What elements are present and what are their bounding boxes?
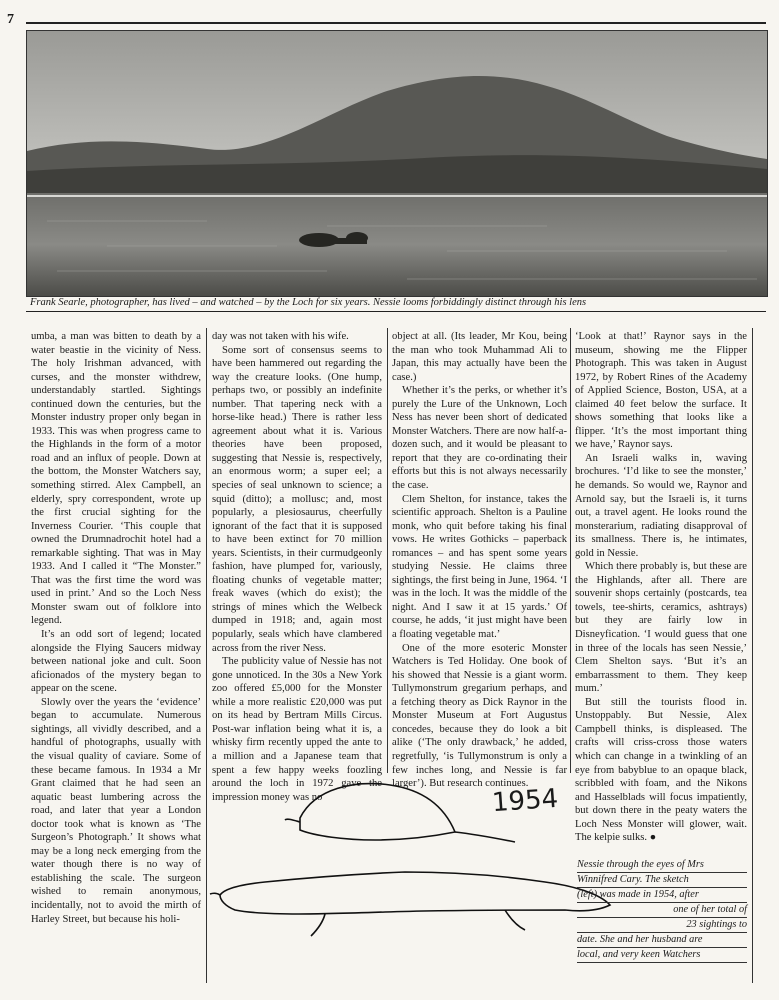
- paragraph: object at all. (Its leader, Mr Kou, being the man who took Muhammad Ali to Japan, this may actually have been the case.): [392, 331, 567, 383]
- article-column-3: [392, 330, 567, 790]
- page-number: 7: [7, 12, 14, 27]
- paragraph: Which there probably is, but these are the Highlands, after all. There are souvenir shops certainly (postcards, tea towels, tee-shirts, ceramics, ashtrays) but they are fairly low in Disneyfication. ‘I would guess that one in three of the locals has seen Nessie,’ Clem Shelton says. ‘But it’s an embarrassment to them. They keep mum.’: [575, 561, 747, 695]
- paragraph: day was not taken with his wife.: [212, 331, 349, 342]
- article-column-4: [575, 330, 747, 844]
- caption-line: 23 sightings to: [577, 918, 747, 933]
- paragraph: Some sort of consensus seems to have been hammered out regarding the way the creature looks. (One hump, perhaps two, or possibly an indefinite number. That tapering neck with a horse-like head.) There is rather less agreement about what it is. Various theories have been proposed, suggesting that Nessie is, respectively, an enormous worm; a super eel; a species of seal unknown to science; a squid (ditto); a mollusc; and, most popularly, a plesiosaurus, cheerfully ignorant of the fact that it is supposed to have been extinct for 70 million years. Scientists, in their curmudgeonly fashion, have plumped for, variously, floating chunks of vegetable matter; freak waves (which do exist); the strings of mines which the Welbeck dumped in 1918; and, again most popularly, seals which have clambered across from the river Ness.: [212, 344, 382, 654]
- paragraph: It’s an odd sort of legend; located alongside the Flying Saucers midway between national joke and cult. Soon aficionados of the mystery began to appear on the scene.: [31, 629, 201, 695]
- article-column-1: [31, 330, 201, 985]
- column-rule: [570, 328, 571, 773]
- paragraph: One of the more esoteric Monster Watchers is Ted Holiday. One book of his showed that Nessie is a giant worm. Tullymonstrum gregarium perhaps, and a fetching theory as Dick Raynor in the Monster Museum at Fort Augustus concedes, because they do look a bit alike (‘The only drawback,’ he added, regretfully, ‘is Tullymonstrum is only a few inches long, and Nessie is far larger’). But research continues.: [392, 642, 567, 790]
- paragraph: An Israeli walks in, waving brochures. ‘I’d like to see the monster,’ he demands. So would we, Raynor and Arnold say, but the Israeli is, it turns out, a travel agent. He looks round the monsterarium, radiating disapproval of its smallness. There is, he intimates, gold in Nessie.: [575, 452, 747, 559]
- article-column-2: [212, 330, 382, 803]
- paragraph: Slowly over the years the ‘evidence’ began to accumulate. Numerous sightings, all vividly described, and a handful of photographs, usually with the visual quality of caviare. Some of these became famous. In 1934 a Mr Grant claimed that he had seen an aquatic beast lumbering across the road, and later that year a London doctor took what is known as ‘The Surgeon’s Photograph.’ It shows what may be a long neck emerging from the water though there is no way of establishing the scale. The surgeon wished to remain anonymous, incidentally, not to avoid the mirth of Harley Street, but because his holi-: [31, 696, 201, 925]
- caption-line: (left) was made in 1954, after: [577, 888, 747, 903]
- photo-caption: Frank Searle, photographer, has lived – and watched – by the Loch for six years. Nessie looms forbiddingly distinct through his lens: [30, 297, 587, 308]
- caption-line: local, and very keen Watchers: [577, 948, 747, 963]
- paragraph: Whether it’s the perks, or whether it’s purely the Lure of the Unknown, Loch Ness has never been short of dedicated Monster Watchers. There are now half-a-dozen such, and it would be pleasant to report that they are co-ordinating their efforts but this is not always necessarily the case.: [392, 385, 567, 492]
- nessie-sketch: [205, 760, 625, 990]
- top-rule: [26, 22, 766, 24]
- caption-line: Winnifred Cary. The sketch: [577, 873, 747, 888]
- paragraph: umba, a man was bitten to death by a water beastie in the vicinity of Ness. The holy Irishman advanced, with curses, and the monster withdrew, understandably startled. Sightings continued down the centuries, but the Monster industry proper only began in 1933. This was when progress came to the Highlands in the form of a motor road and an influx of people. Down at the bottom, the Monster Watchers say, something stirred. Alex Campbell, an elderly, spry correspondent, wrote up the first crucial sighting for the Inverness Courier. ‘This couple that owned the Drumnadrochit hotel had a remarkable sighting. That was in May 1933. And I called it “The Monster.” That was the first time the word was used in print.’ And so the Loch Ness Monster swam out of folklore into legend.: [31, 331, 201, 627]
- column-rule: [387, 328, 388, 773]
- handwritten-year: 1954: [491, 783, 560, 819]
- column-rule: [752, 328, 753, 983]
- caption-line: Nessie through the eyes of Mrs: [577, 858, 747, 873]
- caption-rule: [26, 311, 766, 312]
- paragraph: But still the tourists flood in. Unstoppably. But Nessie, Alex Campbell thinks, is displeased. The crafts will criss-cross those waters which can change in a twinkling of an eye from babyblue to an opaque black, scribbled with foam, and the Nikons and Hasselblads will focus impatiently, but down there in the peaty waters the Loch Ness Monster will glower, wait. The kelpie sulks. ●: [575, 696, 747, 844]
- caption-line: one of her total of: [577, 903, 747, 918]
- paragraph: ‘Look at that!’ Raynor says in the museum, showing me the Flipper Photograph. This was taken in August 1972, by Robert Rines of the Academy of Applied Science, Boston, USA, at a claimed 40 feet below the surface. It shows something that looks like a flipper. ‘It’s the most important thing we have,’ Raynor says.: [575, 331, 747, 451]
- caption-line: date. She and her husband are: [577, 933, 747, 948]
- paragraph: The publicity value of Nessie has not gone unnoticed. In the 30s a New York zoo offered £5,000 for the Monster while a more realistic £20,000 was put on its head by Bertram Mills Circus. Post-war inflation being what it is, a whisky firm recently upped the ante to a million and a Japanese team that spent a few happy weeks foozling around the loch in 1972 gave the impression money was no: [212, 656, 382, 803]
- loch-ness-photograph: [26, 30, 768, 297]
- sketch-caption: [577, 858, 747, 963]
- paragraph: Clem Shelton, for instance, takes the scientific approach. Shelton is a Pauline monk, who quit before taking his final vows. He writes Gothicks – paperback romances – and has spent some years studying Nessie. He claims three sightings, the first being in June, 1964. ‘I was in the loch. It was the middle of the night. And I saw it at 15 yards.’ Of course, he adds, ‘it just might have been a floating vegetable mat.’: [392, 493, 567, 641]
